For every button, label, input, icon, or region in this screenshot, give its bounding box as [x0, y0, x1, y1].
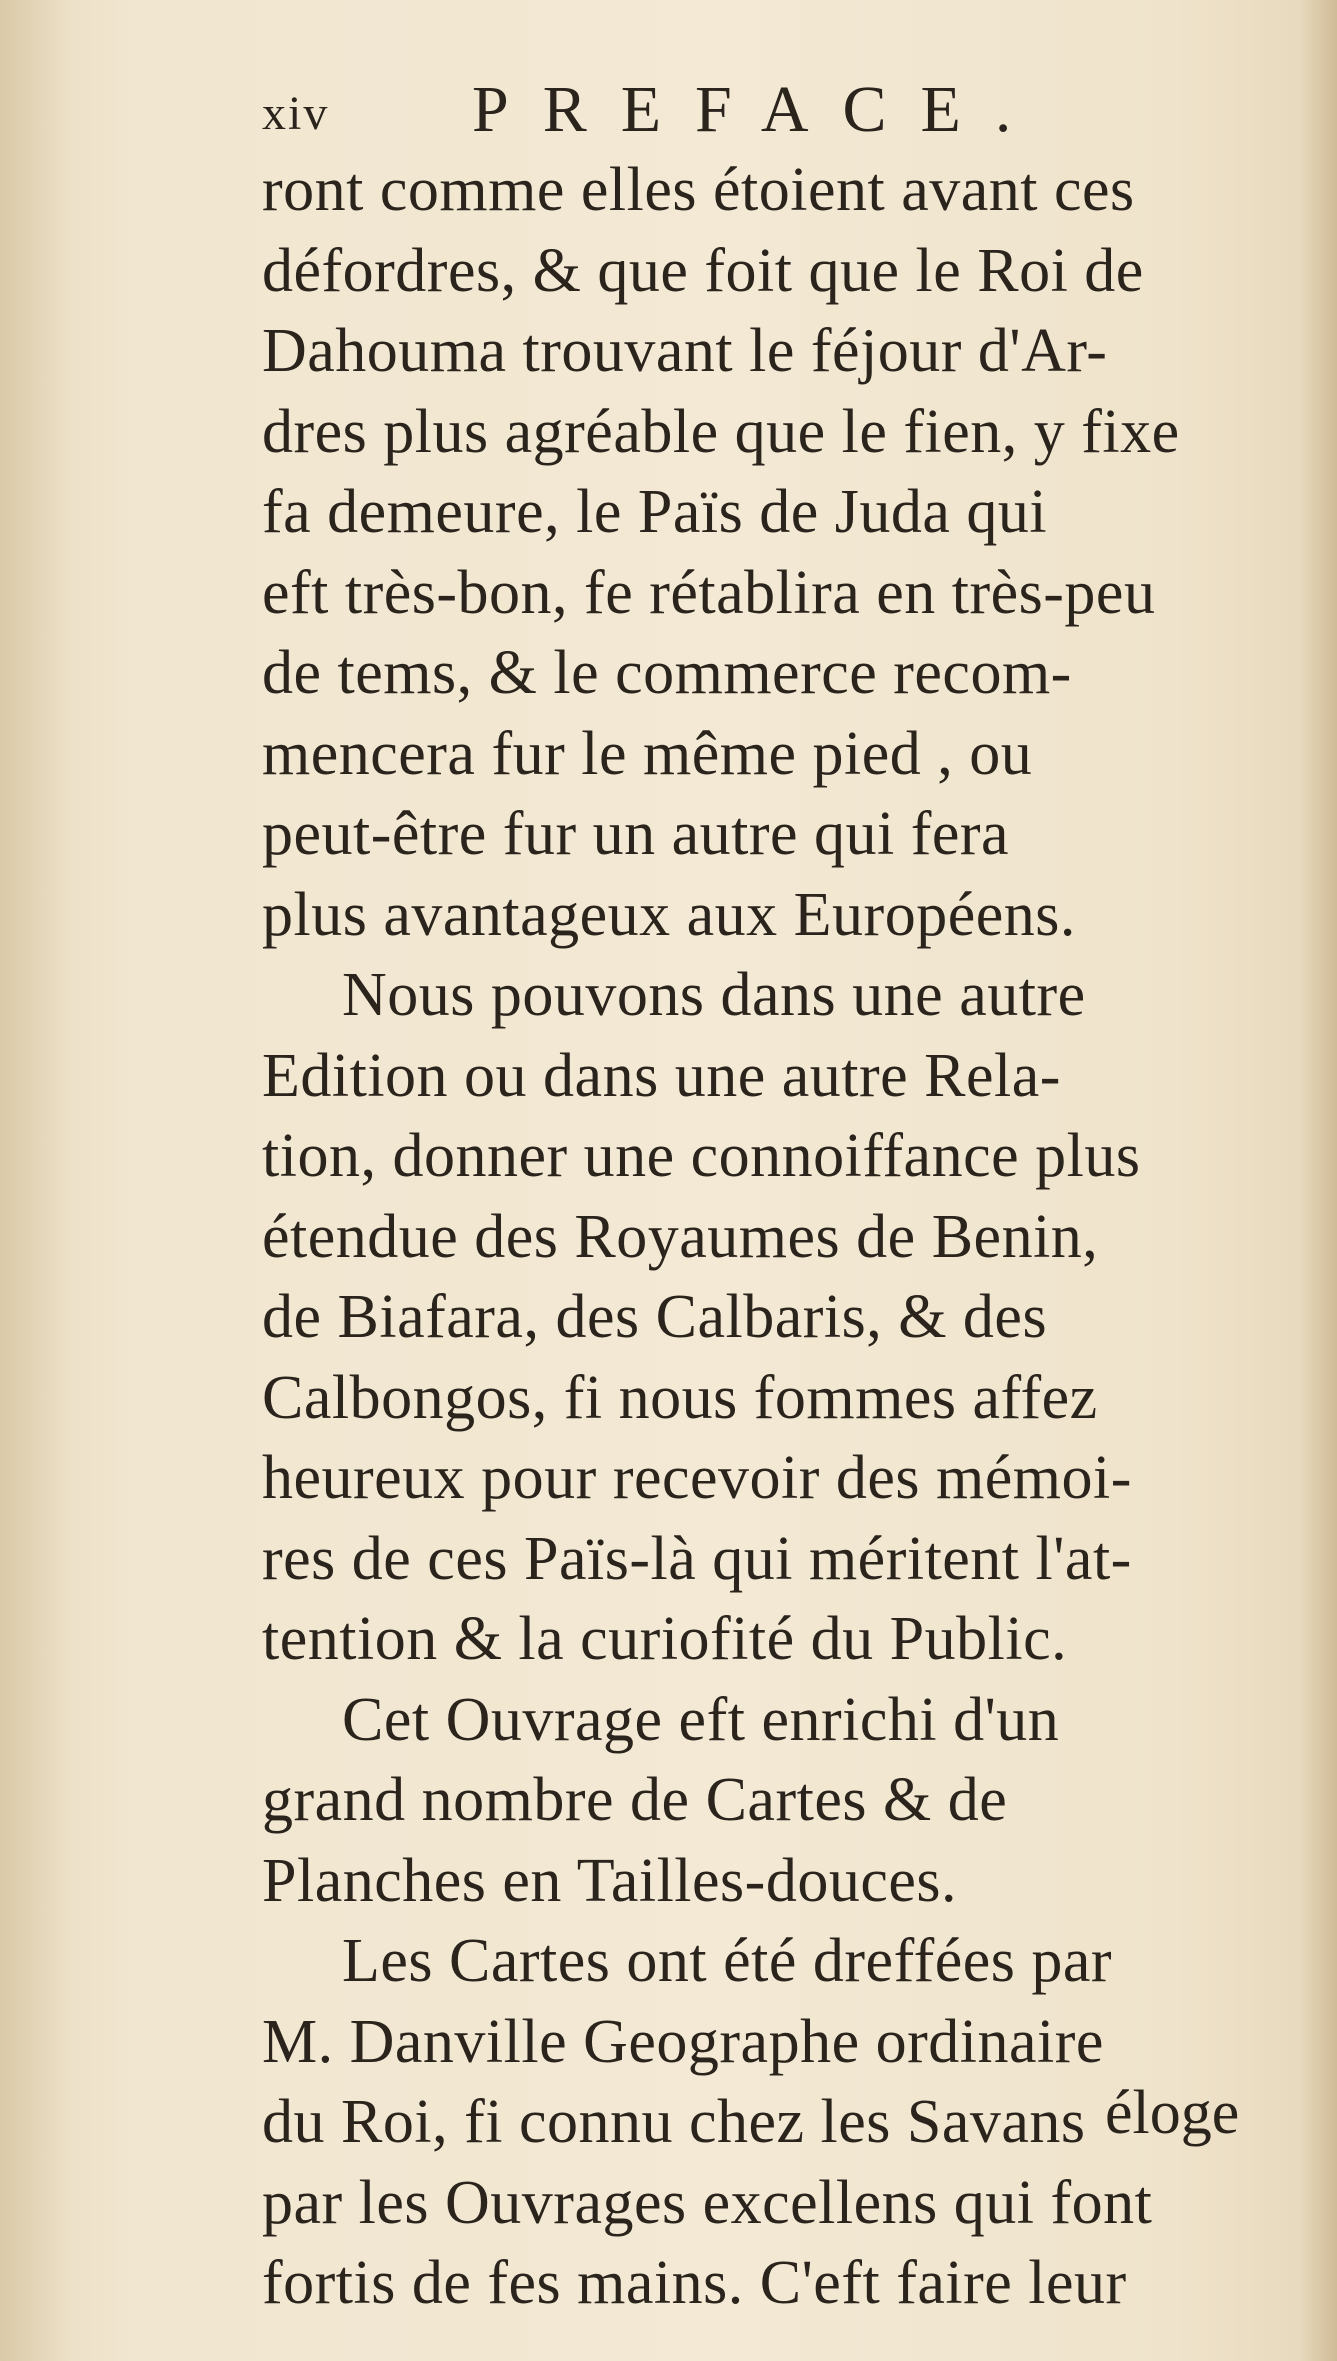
- text-line: fa demeure, le Païs de Juda qui: [262, 478, 1048, 546]
- text-line: étendue des Royaumes de Benin,: [262, 1202, 1099, 1271]
- running-title: PREFACE.: [472, 73, 1046, 146]
- text-line: Calbongos, fi nous fommes affez: [262, 1363, 1098, 1432]
- page-edge-shadow: [0, 0, 70, 2361]
- text-line: de Biafara, des Calbaris, & des: [262, 1283, 1048, 1351]
- text-line: Planches en Tailles-douces.: [262, 1846, 957, 1915]
- page-header: [262, 72, 1082, 152]
- text-line: défordres, & que foit que le Roi de: [262, 236, 1144, 305]
- text-line: mencera fur le même pied , ou: [262, 719, 1033, 788]
- text-line: peut-être fur un autre qui fera: [262, 800, 1010, 868]
- paragraph-start-line: Les Cartes ont été dreffées par: [342, 1927, 1113, 1995]
- text-line: M. Danville Geographe ordinaire: [262, 2007, 1104, 2076]
- text-line: ront comme elles étoient avant ces: [262, 156, 1135, 224]
- text-line: fortis de fes mains. C'eft faire leur: [262, 2249, 1127, 2317]
- paragraph-start-line: Cet Ouvrage eft enrichi d'un: [342, 1685, 1060, 1754]
- text-line: du Roi, fi connu chez les Savans: [262, 2088, 1086, 2156]
- text-line: Edition ou dans une autre Rela-: [262, 1041, 1061, 1110]
- paragraph-start-line: Nous pouvons dans une autre: [342, 961, 1086, 1029]
- text-line: tention & la curiofité du Public.: [262, 1605, 1068, 1673]
- text-line: heureux pour recevoir des mémoi-: [262, 1444, 1132, 1512]
- text-line: par les Ouvrages excellens qui font: [262, 2168, 1153, 2237]
- text-line: tion, donner une connoiffance plus: [262, 1122, 1141, 1190]
- text-line: dres plus agréable que le fien, y fixe: [262, 397, 1180, 466]
- text-line: de tems, & le commerce recom-: [262, 639, 1072, 707]
- text-line: eft très-bon, fe rétablira en très-peu: [262, 558, 1156, 627]
- gutter-shadow: [1299, 0, 1337, 2361]
- text-line: Dahouma trouvant le féjour d'Ar-: [262, 317, 1108, 385]
- body-text: [262, 150, 1262, 2324]
- text-line: grand nombre de Cartes & de: [262, 1766, 1008, 1834]
- text-line: res de ces Païs-là qui méritent l'at-: [262, 1524, 1132, 1593]
- text-line: plus avantageux aux Européens.: [262, 880, 1076, 949]
- catchword: éloge: [1105, 2079, 1240, 2147]
- page-number: xiv: [262, 87, 330, 140]
